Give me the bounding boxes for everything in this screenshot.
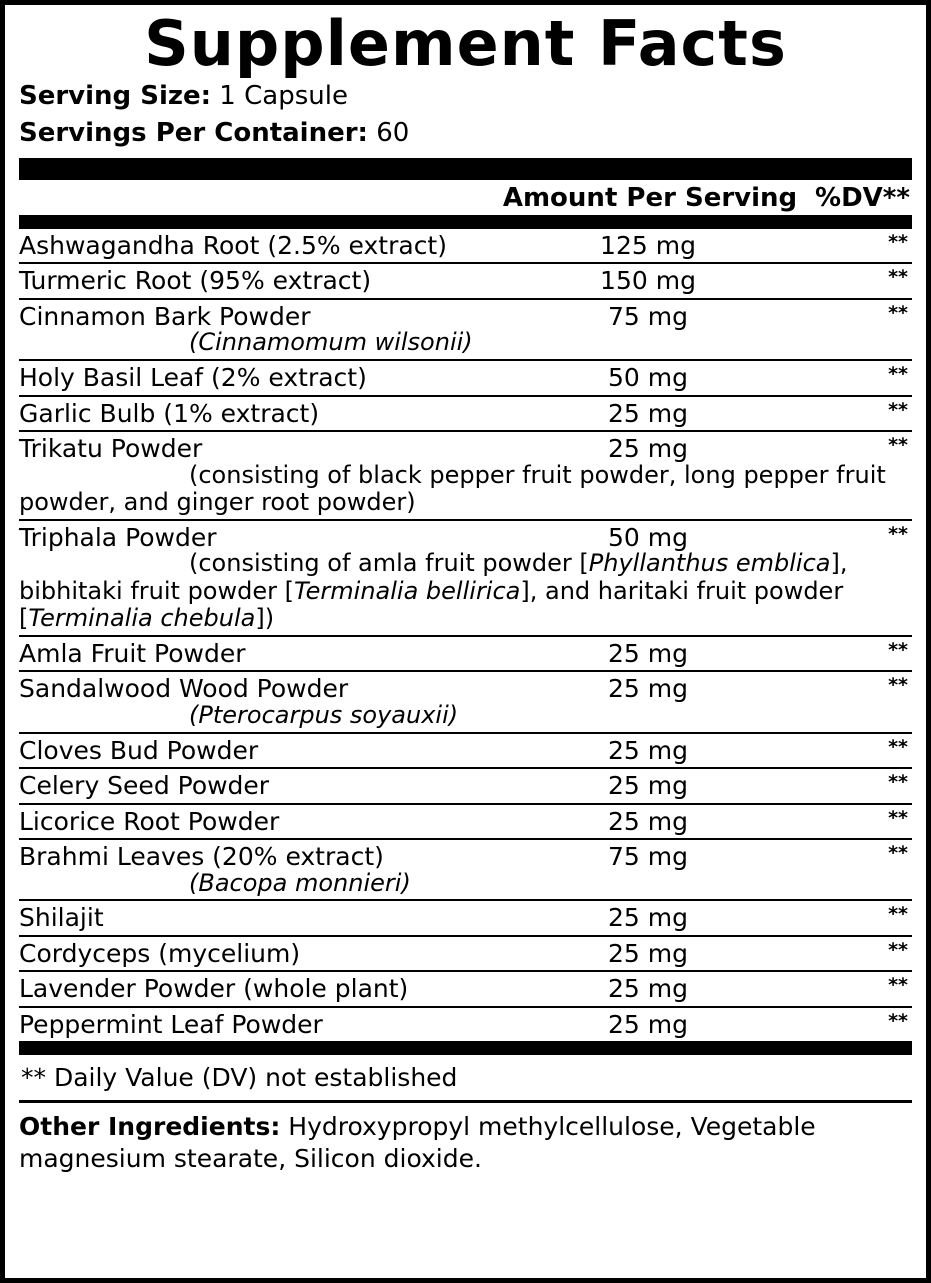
ingredient-main <box>19 399 912 429</box>
ingredient-subtext: (Pterocarpus soyauxii) <box>189 700 459 729</box>
ingredient-subtext: (Bacopa monnieri) <box>189 868 411 897</box>
ingredient-amount: 25 mg <box>608 806 688 836</box>
ingredient-table <box>19 229 912 1041</box>
table-row <box>19 1008 912 1042</box>
other-ingredients-label: Other Ingredients: <box>19 1112 281 1142</box>
table-row <box>19 300 912 359</box>
serving-size-value: 1 Capsule <box>219 81 348 112</box>
ingredient-percent-dv: ** <box>888 363 908 385</box>
ingredient-amount: 25 mg <box>608 903 688 933</box>
ingredient-amount: 75 mg <box>608 842 688 872</box>
ingredient-subtext: (Cinnamomum wilsonii) <box>189 328 473 357</box>
table-row <box>19 937 912 971</box>
table-row <box>19 637 912 671</box>
ingredient-main <box>19 771 912 801</box>
table-row <box>19 397 912 431</box>
ingredient-amount: 25 mg <box>608 638 688 668</box>
ingredient-amount: 25 mg <box>608 434 688 463</box>
ingredient-percent-dv: ** <box>888 771 908 794</box>
ingredient-percent-dv: ** <box>888 398 908 421</box>
table-header-row <box>19 180 912 215</box>
table-row <box>19 229 912 263</box>
divider-medium-footer <box>19 1041 912 1055</box>
ingredient-amount: 25 mg <box>608 771 688 801</box>
servings-per-container-line <box>19 115 912 152</box>
ingredient-name: Celery Seed Powder <box>19 771 270 801</box>
ingredient-main <box>19 302 912 332</box>
ingredient-name: Trikatu Powder <box>19 434 203 463</box>
servings-per-container-value: 60 <box>376 118 410 148</box>
dv-footnote: ** Daily Value (DV) not established <box>21 1063 458 1093</box>
ingredient-amount: 25 mg <box>608 938 688 968</box>
ingredient-main <box>19 807 912 837</box>
ingredient-name: Shilajit <box>19 903 104 933</box>
ingredient-main <box>19 523 912 553</box>
divider-thick-top <box>19 158 912 180</box>
table-row <box>19 769 912 803</box>
ingredient-percent-dv: ** <box>888 938 908 961</box>
table-row <box>19 805 912 839</box>
ingredient-name: Cloves Bud Powder <box>19 735 259 765</box>
table-row <box>19 840 912 899</box>
table-row <box>19 672 912 731</box>
ingredient-percent-dv: ** <box>888 434 908 456</box>
serving-size-line <box>19 78 912 115</box>
ingredient-percent-dv: ** <box>888 266 908 289</box>
ingredient-main <box>19 842 912 872</box>
table-row <box>19 521 912 635</box>
ingredient-name: Peppermint Leaf Powder <box>19 1009 323 1039</box>
ingredient-name: Cordyceps (mycelium) <box>19 938 301 968</box>
ingredient-name: Ashwagandha Root (2.5% extract) <box>19 230 447 260</box>
ingredient-name: Amla Fruit Powder <box>19 638 246 668</box>
ingredient-name: Licorice Root Powder <box>19 806 280 836</box>
ingredient-main <box>19 974 912 1004</box>
ingredient-percent-dv: ** <box>888 974 908 997</box>
ingredient-amount: 25 mg <box>608 1009 688 1039</box>
ingredient-percent-dv: ** <box>888 1009 908 1032</box>
divider-medium-header <box>19 215 912 229</box>
ingredient-name: Sandalwood Wood Powder <box>19 674 349 704</box>
ingredient-percent-dv: ** <box>888 806 908 829</box>
ingredient-name: Garlic Bulb (1% extract) <box>19 398 320 428</box>
ingredient-percent-dv: ** <box>888 301 908 324</box>
page-title: Supplement Facts <box>144 7 787 80</box>
ingredient-percent-dv: ** <box>888 522 908 545</box>
ingredient-name: Triphala Powder <box>19 522 217 552</box>
ingredient-main <box>19 266 912 296</box>
ingredient-percent-dv: ** <box>888 735 908 758</box>
ingredient-main <box>19 434 912 464</box>
ingredient-main <box>19 1010 912 1040</box>
ingredient-percent-dv: ** <box>888 638 908 661</box>
table-row <box>19 901 912 935</box>
ingredient-name: Brahmi Leaves (20% extract) <box>19 842 384 872</box>
header-percent-dv: %DV** <box>815 182 910 213</box>
ingredient-name: Holy Basil Leaf (2% extract) <box>19 363 367 392</box>
table-row <box>19 264 912 298</box>
header-amount-per-serving: Amount Per Serving <box>502 182 798 213</box>
table-row <box>19 734 912 768</box>
ingredient-name: Turmeric Root (95% extract) <box>19 266 372 296</box>
ingredient-main <box>19 939 912 969</box>
table-row <box>19 972 912 1006</box>
ingredient-name: Cinnamon Bark Powder <box>19 301 311 331</box>
ingredient-main <box>19 231 912 261</box>
ingredient-main <box>19 674 912 704</box>
ingredient-percent-dv: ** <box>888 674 908 697</box>
other-ingredients <box>19 1103 912 1175</box>
ingredient-subtext: (consisting of amla fruit powder [Phyllanthus emblica], bibhitaki fruit powder [Terminalia bellirica], and haritaki fruit powder [Terminalia chebula]) <box>19 549 848 633</box>
ingredient-amount: 25 mg <box>608 735 688 765</box>
ingredient-main <box>19 363 912 393</box>
ingredient-amount: 25 mg <box>608 398 688 428</box>
table-row <box>19 361 912 395</box>
ingredient-main <box>19 903 912 933</box>
servings-per-container-label: Servings Per Container: <box>19 118 368 148</box>
ingredient-subtext: (consisting of black pepper fruit powder, long pepper fruit powder, and ginger root powder) <box>19 460 886 517</box>
other-ingredients-value: Hydroxypropyl methylcellulose, Vegetable magnesium stearate, Silicon dioxide. <box>19 1112 816 1174</box>
ingredient-amount: 150 mg <box>600 266 696 296</box>
ingredient-amount: 25 mg <box>608 674 688 704</box>
ingredient-main <box>19 639 912 669</box>
ingredient-name: Lavender Powder (whole plant) <box>19 974 409 1004</box>
ingredient-amount: 75 mg <box>608 301 688 331</box>
table-row <box>19 432 912 519</box>
serving-size-label: Serving Size: <box>19 81 212 112</box>
ingredient-amount: 50 mg <box>608 522 688 552</box>
ingredient-amount: 125 mg <box>600 230 696 260</box>
ingredient-main <box>19 736 912 766</box>
ingredient-percent-dv: ** <box>888 842 908 865</box>
ingredient-amount: 50 mg <box>608 363 688 392</box>
ingredient-percent-dv: ** <box>888 903 908 926</box>
ingredient-amount: 25 mg <box>608 974 688 1004</box>
ingredient-percent-dv: ** <box>888 230 908 253</box>
